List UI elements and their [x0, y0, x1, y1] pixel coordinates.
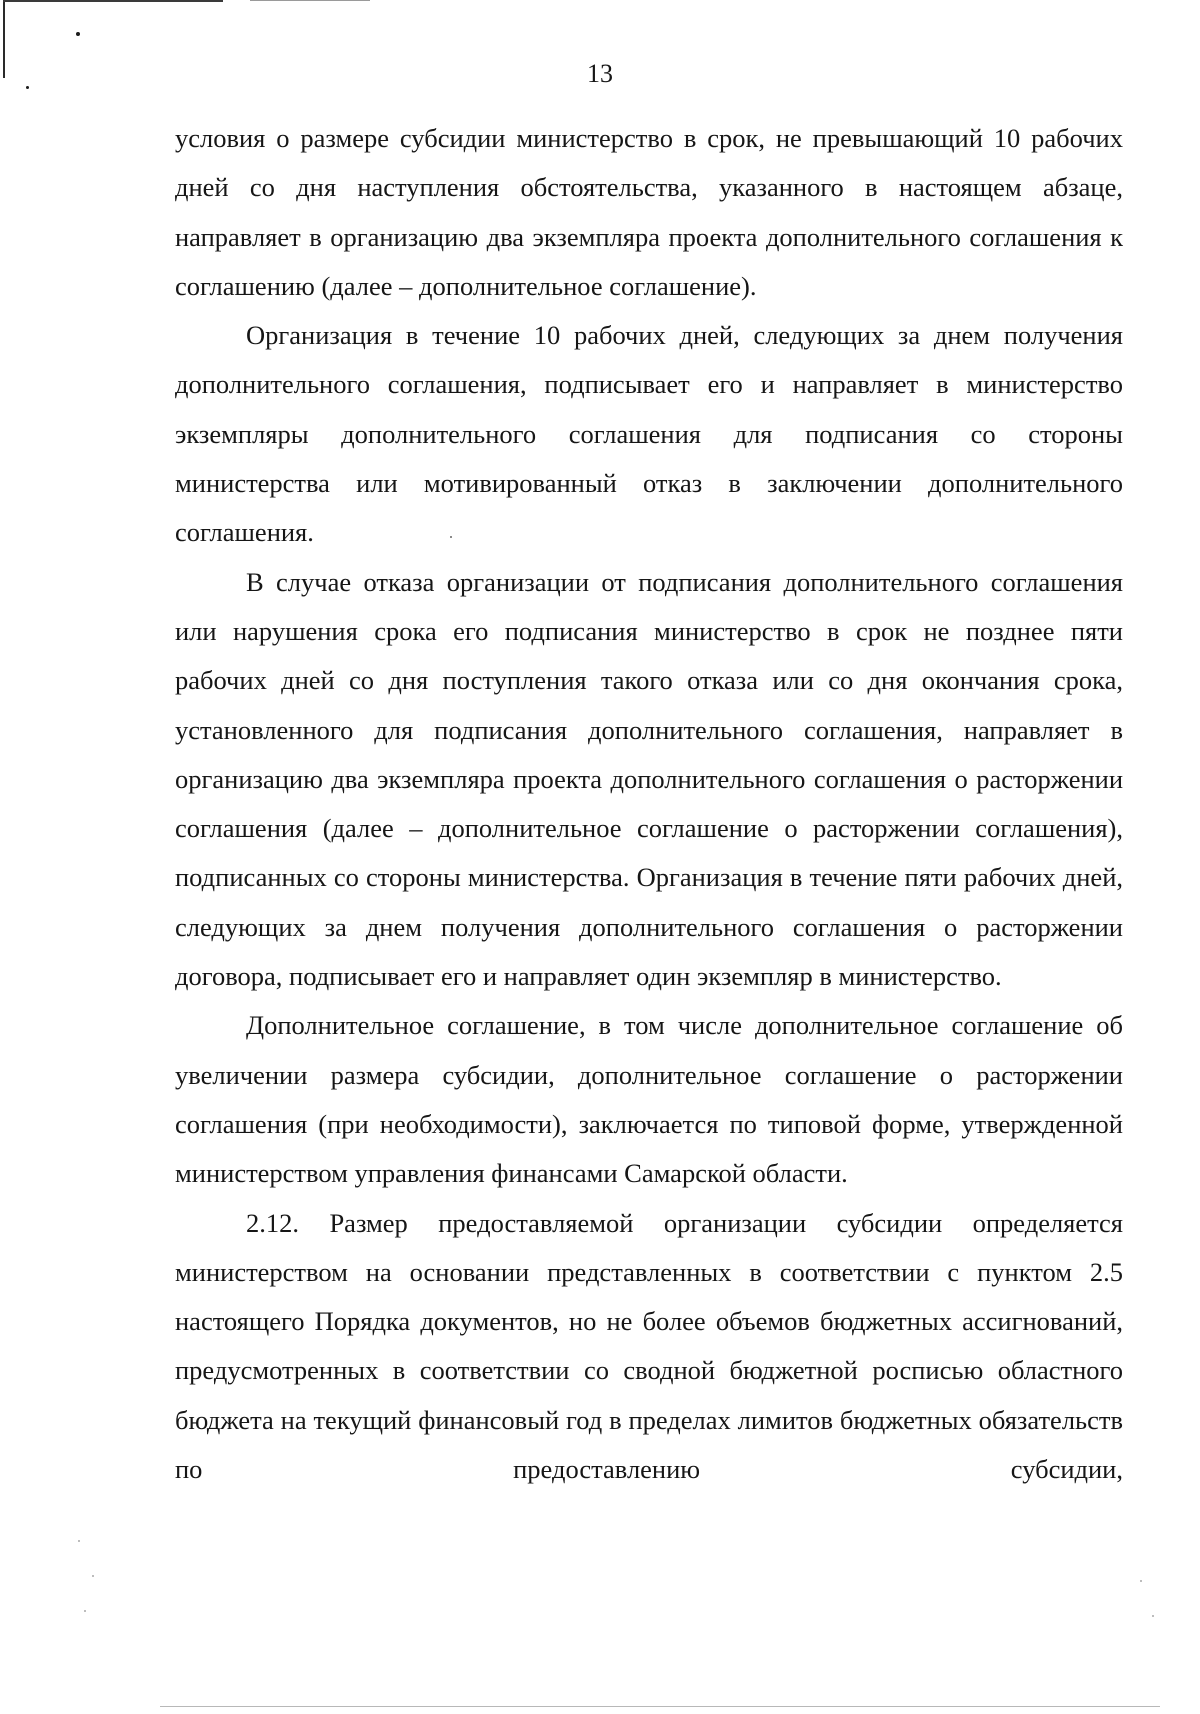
scan-speckle: [84, 1610, 86, 1612]
paragraph-organization-signing: Организация в течение 10 рабочих дней, следующих за днем получения дополнительного соглашения, подписывает его и направляет в министерство экземпляры дополнительного соглашения для подписания со стороны министерства или мотивированный отказ в заключении дополнительного соглашения.: [175, 320, 1123, 548]
scan-speckle: [1152, 1615, 1154, 1617]
document-body: [175, 114, 1123, 1494]
scan-speckle: [1140, 1580, 1142, 1582]
paragraph-standard-form: Дополнительное соглашение, в том числе дополнительное соглашение об увеличении размера субсидии, дополнительное соглашение о расторжении соглашения (при необходимости), заключается по типовой форме, утвержденной министерством управления финансами Самарской области.: [175, 1010, 1123, 1189]
scan-dot-artifact: [76, 32, 80, 36]
page-number: 13: [587, 59, 613, 88]
scan-edge-artifact: [3, 0, 223, 2]
paragraph-continuation: условия о размере субсидии министерство в срок, не превышающий 10 рабочих дней со дня наступления обстоятельства, указанного в настоящем абзаце, направляет в организацию два экземпляра проекта дополнительного соглашения к соглашению (далее – дополнительное соглашение).: [175, 123, 1123, 301]
scan-speckle: [92, 1575, 94, 1577]
paragraph-refusal-case: В случае отказа организации от подписания дополнительного соглашения или нарушения срока его подписания министерство в срок не позднее пяти рабочих дней со дня поступления такого отказа или со дня окончания срока, установленного для подписания дополнительного соглашения, направляет в организацию два экземпляра проекта дополнительного соглашения о расторжении соглашения (далее – дополнительное соглашение о расторжении соглашения), подписанных со стороны министерства. Организация в течение пяти рабочих дней, следующих за днем получения дополнительного соглашения о расторжении договора, подписывает его и направляет один экземпляр в министерство.: [175, 566, 1123, 992]
scan-edge-artifact: [250, 0, 370, 1]
paragraph-2-12-subsidy-size: 2.12. Размер предоставляемой организации субсидии определяется министерством на основании представленных в соответствии с пунктом 2.5 настоящего Порядка документов, но не более объемов бюджетных ассигнований, предусмотренных в соответствии со сводной бюджетной росписью областного бюджета на текущий финансовый год в пределах лимитов бюджетных обязательств по предоставлению субсидии,: [175, 1207, 1123, 1485]
scan-speckle: [78, 1540, 80, 1542]
scan-edge-artifact: [160, 1706, 1160, 1707]
